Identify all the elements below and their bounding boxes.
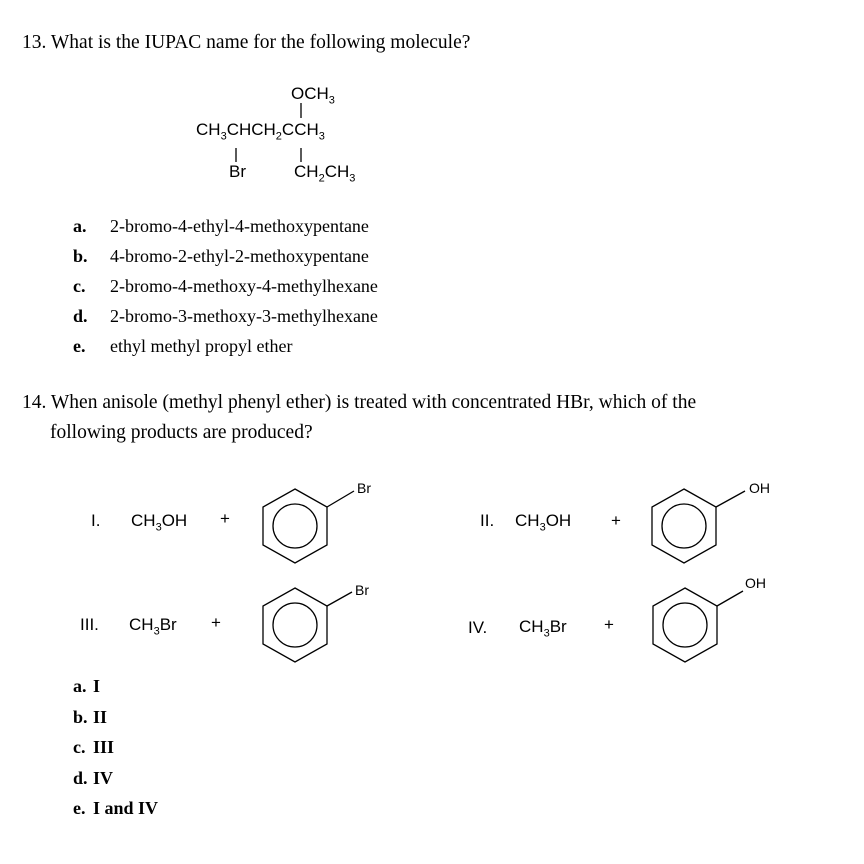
option-text: I and IV	[93, 798, 159, 818]
option-text: 2-bromo-4-ethyl-4-methoxypentane	[110, 216, 369, 236]
option-text: II	[93, 706, 108, 727]
option-text: 2-bromo-3-methoxy-3-methylhexane	[110, 306, 378, 326]
structure-substituent-right: $CH_2CH_3$	[294, 162, 356, 185]
product-I-numeral: I.	[91, 511, 101, 530]
product-IV-plus: +	[604, 615, 614, 634]
product-II-numeral: II.	[480, 511, 495, 530]
option-letter: d.	[73, 767, 88, 788]
product-II-substituent: OH	[749, 480, 770, 496]
structure-main-chain: $CH_3CHCH_2CCH_3$	[196, 120, 325, 143]
product-IV-substituent: OH	[745, 575, 766, 591]
option-letter: a.	[73, 216, 87, 236]
structure-substituent-left: Br	[229, 162, 246, 181]
benzene-ring-III	[263, 588, 352, 662]
product-III-reagent: $CH_3Br$	[129, 615, 177, 638]
product-III-numeral: III.	[80, 615, 99, 634]
option-text: IV	[93, 767, 114, 788]
option-letter: a.	[73, 676, 87, 696]
option-text: 4-bromo-2-ethyl-2-methoxypentane	[110, 246, 369, 266]
question-14-text-line1: 14. When anisole (methyl phenyl ether) is treated with concentrated HBr, which of the	[22, 392, 697, 413]
option-text: 2-bromo-4-methoxy-4-methylhexane	[110, 276, 378, 296]
option-letter: b.	[73, 706, 88, 727]
q14-option-4[interactable]	[73, 767, 114, 789]
option-text: ethyl methyl propyl ether	[110, 336, 293, 356]
option-letter: d.	[73, 306, 88, 326]
product-II-reagent: $CH_3OH$	[515, 511, 572, 534]
option-text: III	[93, 737, 115, 757]
option-letter: c.	[73, 276, 86, 296]
benzene-ring-IV	[653, 588, 743, 662]
benzene-ring-II	[652, 489, 745, 563]
product-I-reagent: $CH_3OH$	[131, 511, 188, 534]
q14-option-3[interactable]	[73, 737, 115, 758]
question-14-text-line2: following products are produced?	[50, 422, 313, 443]
product-IV-reagent: $CH_3Br$	[519, 617, 567, 640]
q14-option-2[interactable]	[73, 706, 108, 728]
option-letter: e.	[73, 336, 86, 356]
product-I-plus: +	[220, 509, 230, 528]
product-II-plus: +	[611, 511, 621, 530]
q14-option-5[interactable]	[73, 798, 159, 819]
question-13-text: 13. What is the IUPAC name for the following molecule?	[22, 32, 471, 53]
option-letter: e.	[73, 798, 86, 818]
q14-option-1[interactable]	[73, 676, 101, 697]
product-IV-numeral: IV.	[468, 618, 488, 637]
option-letter: b.	[73, 246, 88, 266]
structure-top-group: $OCH_3$	[291, 84, 335, 107]
product-I-substituent: Br	[357, 480, 371, 496]
benzene-ring-I	[263, 489, 354, 563]
product-III-plus: +	[211, 613, 221, 632]
product-III-substituent: Br	[355, 582, 369, 598]
option-text: I	[93, 676, 101, 696]
option-letter: c.	[73, 737, 86, 757]
